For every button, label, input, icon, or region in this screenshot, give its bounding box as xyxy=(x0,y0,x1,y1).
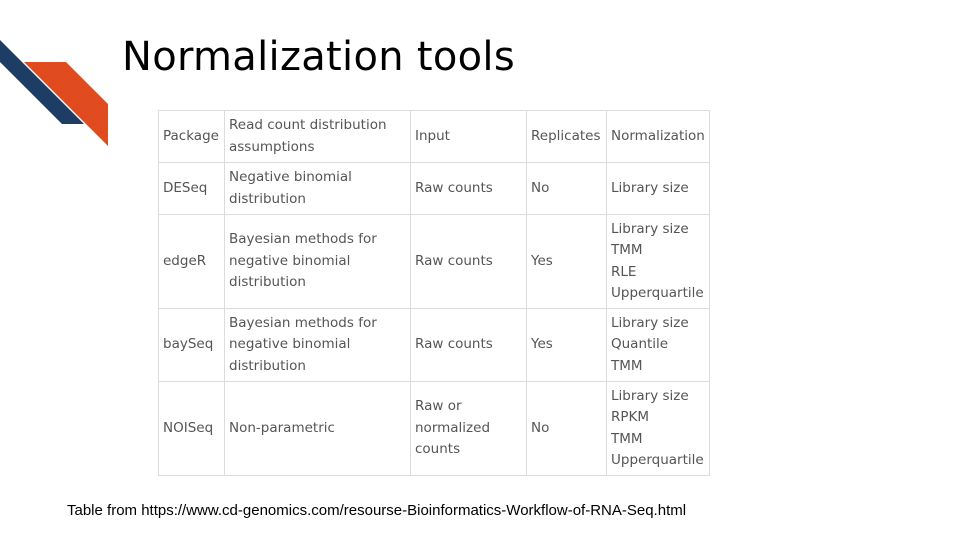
cell-line: Bayesian methods for xyxy=(229,231,377,248)
cell-line: negative binomial xyxy=(229,252,351,269)
cell-line: Library size xyxy=(611,179,689,196)
cell-line: Raw counts xyxy=(415,179,493,196)
cell-normalization xyxy=(607,215,710,309)
cell-line: Yes xyxy=(531,252,553,269)
cell-line: RPKM xyxy=(611,409,650,425)
cell-distribution xyxy=(225,215,411,309)
cell-line: baySeq xyxy=(163,336,214,353)
normalization-tools-table xyxy=(158,110,710,476)
cell-line: distribution xyxy=(229,274,306,291)
cell-package xyxy=(159,309,225,382)
cell-line: Negative binomial xyxy=(229,169,352,185)
cell-distribution xyxy=(225,382,411,476)
cell-line: assumptions xyxy=(229,138,315,155)
header-cell-replicates xyxy=(527,111,607,163)
cell-line: TMM xyxy=(611,242,643,258)
header-cell-normalization xyxy=(607,111,710,163)
cell-normalization xyxy=(607,382,710,476)
cell-line: Read count distribution xyxy=(229,117,387,133)
slide-title: Normalization tools xyxy=(122,34,515,80)
cell-line: normalized xyxy=(415,419,491,436)
cell-line: Upperquartile xyxy=(611,285,704,301)
table-header-row xyxy=(159,111,710,163)
cell-line: Library size xyxy=(611,220,689,237)
cell-line: Input xyxy=(415,127,450,144)
cell-replicates xyxy=(527,309,607,382)
source-caption: Table from https://www.cd-genomics.com/resourse-Bioinformatics-Workflow-of-RNA-Seq.html xyxy=(67,502,687,519)
cell-normalization xyxy=(607,163,710,215)
decorative-chevron-graphic xyxy=(0,0,120,160)
cell-line: distribution xyxy=(229,190,306,207)
cell-replicates xyxy=(527,382,607,476)
cell-package xyxy=(159,382,225,476)
cell-line: counts xyxy=(415,441,461,458)
cell-line: Normalization xyxy=(611,127,705,144)
cell-package xyxy=(159,163,225,215)
cell-input xyxy=(411,163,527,215)
cell-input xyxy=(411,215,527,309)
orange-stripe xyxy=(24,62,108,146)
cell-line: No xyxy=(531,419,550,436)
cell-line: No xyxy=(531,179,550,196)
table-row xyxy=(159,309,710,382)
cell-line: Raw counts xyxy=(415,252,493,269)
cell-line: Quantile xyxy=(611,336,669,353)
table-row xyxy=(159,163,710,215)
cell-line: Upperquartile xyxy=(611,452,704,468)
table-row xyxy=(159,382,710,476)
cell-input xyxy=(411,309,527,382)
cell-replicates xyxy=(527,163,607,215)
cell-line: Library size xyxy=(611,314,689,331)
header-cell-distribution xyxy=(225,111,411,163)
cell-line: Library size xyxy=(611,387,689,404)
cell-line: TMM xyxy=(611,357,643,374)
cell-line: distribution xyxy=(229,357,306,374)
cell-line: Raw counts xyxy=(415,336,493,353)
cell-line: Replicates xyxy=(531,127,601,144)
cell-line: Non-parametric xyxy=(229,419,335,436)
cell-line: negative binomial xyxy=(229,336,351,353)
cell-distribution xyxy=(225,309,411,382)
cell-line: Bayesian methods for xyxy=(229,314,377,331)
cell-line: TMM xyxy=(611,430,643,447)
cell-line: Raw or xyxy=(415,398,462,415)
header-cell-input xyxy=(411,111,527,163)
cell-line: Yes xyxy=(531,336,553,353)
header-cell-package xyxy=(159,111,225,163)
cell-replicates xyxy=(527,215,607,309)
cell-line: edgeR xyxy=(163,252,207,269)
cell-normalization xyxy=(607,309,710,382)
cell-distribution xyxy=(225,163,411,215)
cell-line: RLE xyxy=(611,263,637,280)
table-row xyxy=(159,215,710,309)
cell-line: DESeq xyxy=(163,179,208,196)
cell-package xyxy=(159,215,225,309)
cell-line: Package xyxy=(163,127,219,144)
cell-input xyxy=(411,382,527,476)
cell-line: NOISeq xyxy=(163,419,214,436)
